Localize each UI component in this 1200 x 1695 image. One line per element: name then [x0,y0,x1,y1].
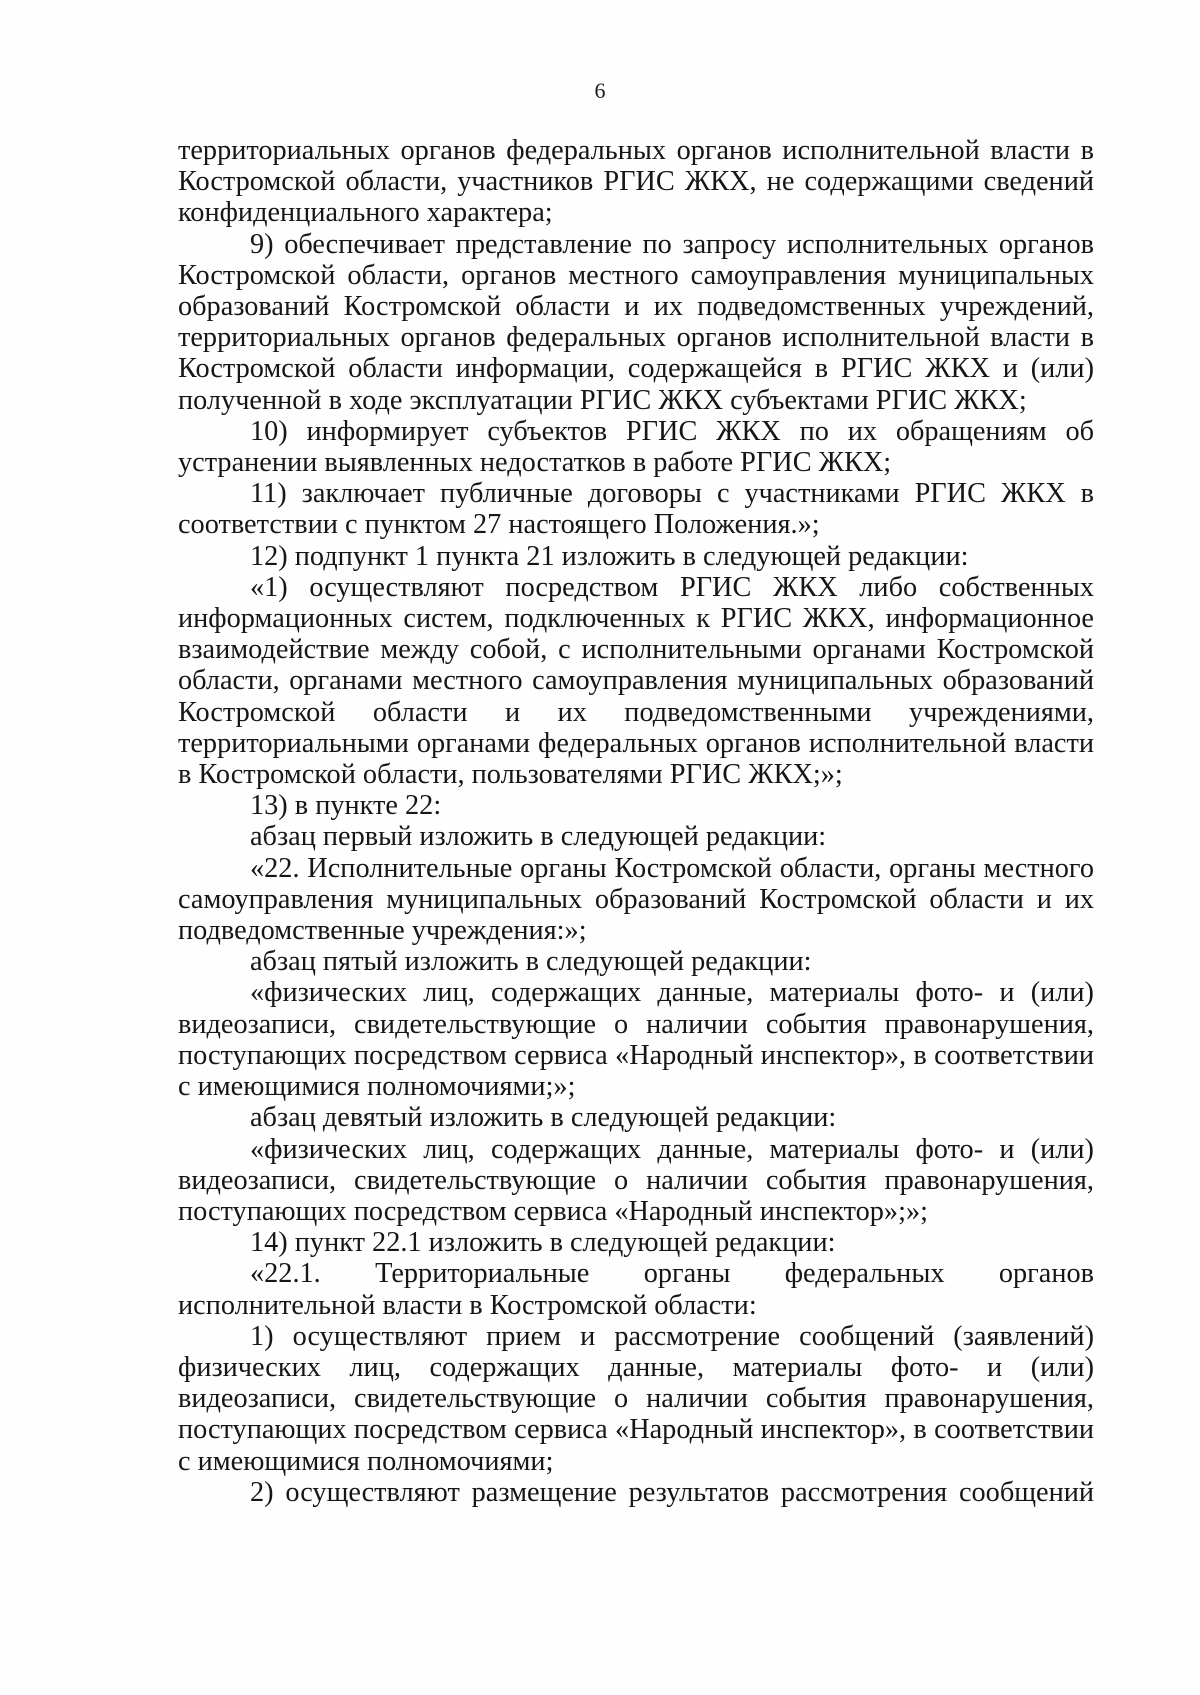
paragraph-item-14: 14) пункт 22.1 изложить в следующей редакции: [250,1227,836,1259]
paragraph-item-10: 10) информирует субъектов РГИС ЖКХ по их обращениям об устранении выявленных недостатков в работе РГИС ЖКХ; [178,415,1094,479]
paragraph-quote-1: «1) осуществляют посредством РГИС ЖКХ либо собственных информационных систем, подключенных к РГИС ЖКХ, информационное взаимодействие между собой, с исполнительными органами Костромской области, органами местного самоуправления муниципальных образований Костромской области и их подведомственными учреждениями, территориальными органами федеральных органов исполнительной власти в Костромской области, пользователями РГИС ЖКХ;»; [178,571,1094,791]
paragraph-continuation: территориальных органов федеральных органов исполнительной власти в Костромской области, участников РГИС ЖКХ, не содержащими сведений конфиденциального характера; [178,135,1094,229]
paragraph-quote-physical-2: «физических лиц, содержащих данные, материалы фото- и (или) видеозаписи, свидетельствующие о наличии события правонарушения, поступающих посредством сервиса «Народный инспектор»;»; [178,1133,1094,1227]
paragraph-quote-22: «22. Исполнительные органы Костромской области, органы местного самоуправления муниципальных образований Костромской области и их подведомственные учреждения:»; [178,852,1094,947]
page-number: 6 [594,78,606,103]
paragraph-item-9: 9) обеспечивает представление по запросу исполнительных органов Костромской области, органов местного самоуправления муниципальных образований Костромской области и их подведомственных учреждений, территориальных органов федеральных органов исполнительной власти в Костромской области информации, содержащейся в РГИС ЖКХ и (или) полученной в ходе эксплуатации РГИС ЖКХ субъектами РГИС ЖКХ; [178,228,1094,416]
paragraph-abzac-1: абзац первый изложить в следующей редакции: [250,821,827,853]
paragraph-sub-2: 2) осуществляют размещение результатов рассмотрения сообщений [250,1476,1094,1508]
paragraph-quote-22-1: «22.1. Территориальные органы федеральных органов исполнительной власти в Костромской области: [178,1258,1094,1321]
paragraph-item-11: 11) заключает публичные договоры с участниками РГИС ЖКХ в соответствии с пунктом 27 настоящего Положения.»; [178,478,1094,541]
paragraph-quote-physical-1: «физических лиц, содержащих данные, материалы фото- и (или) видеозаписи, свидетельствующие о наличии события правонарушения, поступающих посредством сервиса «Народный инспектор», в соответствии с имеющимися полномочиями;»; [178,977,1094,1103]
paragraph-abzac-5: абзац пятый изложить в следующей редакции: [250,946,812,978]
paragraph-abzac-9: абзац девятый изложить в следующей редакции: [250,1102,837,1134]
paragraph-item-12: 12) подпункт 1 пункта 21 изложить в следующей редакции: [250,540,969,572]
paragraph-item-13: 13) в пункте 22: [250,790,442,822]
paragraph-sub-1: 1) осуществляют прием и рассмотрение сообщений (заявлений) физических лиц, содержащих данные, материалы фото- и (или) видеозаписи, свидетельствующие о наличии события правонарушения, поступающих посредством сервиса «Народный инспектор», в соответствии с имеющимися полномочиями; [178,1320,1094,1477]
document-body [178,135,1094,1508]
